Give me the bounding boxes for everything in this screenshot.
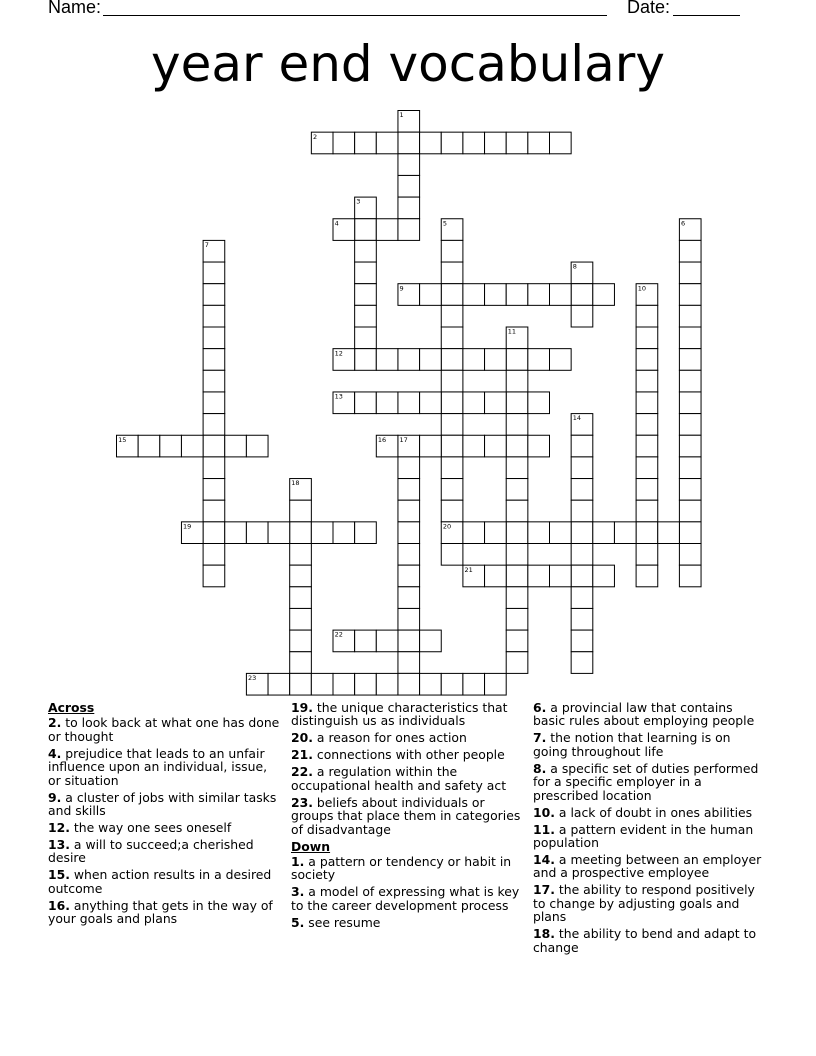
grid-cell[interactable] <box>333 522 355 544</box>
grid-cell[interactable] <box>376 219 398 241</box>
grid-cell[interactable] <box>679 414 701 436</box>
down-clue <box>533 853 765 880</box>
clue-number: 1. <box>291 854 305 870</box>
grid-cell[interactable] <box>528 284 550 306</box>
clue-text: a model of expressing what is key to the career development process <box>291 884 520 913</box>
grid-cell[interactable] <box>398 154 420 176</box>
clue-number: 19. <box>291 700 313 715</box>
grid-cell[interactable] <box>571 479 593 501</box>
grid-cell[interactable] <box>528 522 550 544</box>
grid-cell[interactable] <box>658 522 680 544</box>
grid-cell[interactable] <box>506 414 528 436</box>
cell-number: 20 <box>442 522 452 531</box>
grid-cell[interactable] <box>333 132 355 154</box>
grid-cell[interactable] <box>528 349 550 371</box>
cell-number: 5 <box>442 219 447 228</box>
cell-number: 9 <box>399 284 404 293</box>
grid-cell[interactable] <box>441 305 463 327</box>
grid-cell[interactable] <box>463 435 485 457</box>
clue-text: the ability to bend and adapt to change <box>533 926 757 955</box>
grid-cell[interactable] <box>355 219 377 241</box>
down-clue <box>533 731 765 758</box>
clue-number: 14. <box>533 852 555 868</box>
clue-text: prejudice that leads to an unfair influence upon an individual, issue, or situation <box>48 745 268 788</box>
grid-cell[interactable] <box>441 500 463 522</box>
grid-cell[interactable] <box>355 240 377 262</box>
grid-cell[interactable] <box>550 565 572 587</box>
grid-cell[interactable] <box>355 132 377 154</box>
grid-cell[interactable] <box>506 587 528 609</box>
grid-cell[interactable] <box>203 414 225 436</box>
grid-cell[interactable] <box>290 652 312 674</box>
grid-cell[interactable] <box>420 673 442 695</box>
grid-cell[interactable] <box>679 262 701 284</box>
clue-number: 9. <box>48 789 62 805</box>
grid-cell[interactable] <box>506 500 528 522</box>
grid-cell[interactable] <box>160 435 182 457</box>
grid-cell[interactable] <box>636 479 658 501</box>
down-clue <box>533 823 765 850</box>
grid-cell[interactable] <box>485 565 507 587</box>
cell-number: 17 <box>399 435 408 444</box>
cell-number: 15 <box>118 435 127 444</box>
page-title: year end vocabulary <box>151 35 665 93</box>
grid-cell[interactable] <box>398 175 420 197</box>
grid-cell[interactable] <box>679 457 701 479</box>
grid-cell[interactable] <box>203 284 225 306</box>
cell-number: 2 <box>312 132 318 141</box>
grid-cell[interactable] <box>679 565 701 587</box>
grid-cell[interactable] <box>203 435 225 457</box>
down-clue <box>533 883 765 923</box>
cell-number: 22 <box>334 630 343 639</box>
grid-cell[interactable] <box>463 522 485 544</box>
grid-cell[interactable] <box>636 349 658 371</box>
cell-number: 4 <box>334 219 339 228</box>
clue-text: a meeting between an employer and a prospective employee <box>533 852 762 881</box>
clue-number: 16. <box>48 897 70 913</box>
grid-cell[interactable] <box>441 435 463 457</box>
grid-cell[interactable] <box>420 435 442 457</box>
clue-number: 3. <box>291 884 305 900</box>
cell-number: 7 <box>204 241 209 249</box>
clue-number: 7. <box>533 730 547 746</box>
grid-cell[interactable] <box>506 565 528 587</box>
grid-cell[interactable] <box>290 673 312 695</box>
grid-cell[interactable] <box>398 587 420 609</box>
grid-cell[interactable] <box>441 457 463 479</box>
across-clue <box>291 765 523 792</box>
cell-number: 14 <box>572 414 582 423</box>
grid-cell[interactable] <box>203 544 225 566</box>
grid-cell[interactable] <box>398 652 420 674</box>
grid-cell[interactable] <box>355 522 377 544</box>
grid-cell[interactable] <box>550 522 572 544</box>
grid-cell[interactable] <box>398 630 420 652</box>
grid-cell[interactable] <box>398 457 420 479</box>
clues-column-2 <box>291 701 523 933</box>
clue-text: a cluster of jobs with similar tasks and skills <box>48 789 277 819</box>
grid-cell[interactable] <box>485 284 507 306</box>
grid-cell[interactable] <box>311 522 333 544</box>
grid-cell[interactable] <box>203 370 225 392</box>
grid-cell[interactable] <box>485 435 507 457</box>
grid-cell[interactable] <box>398 500 420 522</box>
grid-cell[interactable] <box>679 349 701 371</box>
grid-cell[interactable] <box>398 479 420 501</box>
grid-cell[interactable] <box>636 414 658 436</box>
grid-cell[interactable] <box>376 630 398 652</box>
clue-text: a will to succeed;a cherished desire <box>48 837 254 866</box>
grid-cell[interactable] <box>506 457 528 479</box>
grid-cell[interactable] <box>181 435 203 457</box>
grid-cell[interactable] <box>355 327 377 349</box>
grid-cell[interactable] <box>441 479 463 501</box>
grid-cell[interactable] <box>290 630 312 652</box>
grid-cell[interactable] <box>398 673 420 695</box>
cell-number: 19 <box>183 522 192 531</box>
grid-cell[interactable] <box>268 522 290 544</box>
cell-number: 6 <box>681 219 686 228</box>
grid-cell[interactable] <box>420 132 442 154</box>
grid-cell[interactable] <box>225 522 247 544</box>
clue-text: when action results in a desired outcome <box>48 867 272 896</box>
grid-cell[interactable] <box>506 630 528 652</box>
across-clue <box>48 747 280 787</box>
down-clue <box>291 916 523 929</box>
grid-cell[interactable] <box>333 673 355 695</box>
grid-cell[interactable] <box>463 392 485 414</box>
grid-cell[interactable] <box>679 544 701 566</box>
grid-cell[interactable] <box>571 652 593 674</box>
grid-cell[interactable] <box>571 284 593 306</box>
grid-cell[interactable] <box>571 522 593 544</box>
grid-cell[interactable] <box>398 132 420 154</box>
grid-cell[interactable] <box>636 370 658 392</box>
grid-cell[interactable] <box>679 370 701 392</box>
clue-number: 5. <box>291 914 305 930</box>
across-clue <box>48 868 280 895</box>
grid-cell[interactable] <box>225 435 247 457</box>
across-clue <box>48 716 280 743</box>
cell-number: 16 <box>377 435 387 444</box>
clue-text: a pattern evident in the human population <box>533 821 754 851</box>
grid-cell[interactable] <box>614 522 636 544</box>
cell-number: 12 <box>334 349 343 358</box>
clue-number: 23. <box>291 794 313 810</box>
grid-cell[interactable] <box>463 673 485 695</box>
across-clues-column <box>48 701 280 929</box>
down-heading: Down <box>291 838 331 854</box>
grid-cell[interactable] <box>441 370 463 392</box>
grid-cell[interactable] <box>571 500 593 522</box>
grid-cell[interactable] <box>636 565 658 587</box>
clue-text: to look back at what one has done or thought <box>48 715 280 744</box>
across-clue <box>291 748 523 761</box>
grid-cell[interactable] <box>441 349 463 371</box>
clue-number: 11. <box>533 821 555 837</box>
cell-number: 1 <box>399 111 404 120</box>
grid-cell[interactable] <box>203 305 225 327</box>
grid-cell[interactable] <box>550 132 572 154</box>
grid-cell[interactable] <box>203 262 225 284</box>
cell-number: 21 <box>464 565 473 574</box>
clue-number: 13. <box>48 837 70 853</box>
grid-cell[interactable] <box>636 500 658 522</box>
down-clues-column <box>533 701 765 958</box>
grid-cell[interactable] <box>376 673 398 695</box>
grid-cell[interactable] <box>203 522 225 544</box>
grid-cell[interactable] <box>571 587 593 609</box>
grid-cell[interactable] <box>463 349 485 371</box>
clue-number: 21. <box>291 747 313 763</box>
grid-cell[interactable] <box>398 219 420 241</box>
grid-cell[interactable] <box>593 284 615 306</box>
clue-number: 20. <box>291 730 313 746</box>
grid-cell[interactable] <box>528 565 550 587</box>
grid-cell[interactable] <box>463 132 485 154</box>
grid-cell[interactable] <box>138 435 160 457</box>
grid-cell[interactable] <box>355 305 377 327</box>
clue-text: a specific set of duties performed for a specific employer in a prescribed location <box>533 760 759 803</box>
grid-cell[interactable] <box>203 500 225 522</box>
grid-cell[interactable] <box>506 652 528 674</box>
grid-cell[interactable] <box>463 284 485 306</box>
across-clue <box>291 796 523 836</box>
grid-cell[interactable] <box>571 544 593 566</box>
clue-text: the unique characteristics that distinguish us as individuals <box>291 700 508 729</box>
grid-cell[interactable] <box>571 457 593 479</box>
grid-cell[interactable] <box>679 479 701 501</box>
clue-text: the way one sees oneself <box>73 820 232 836</box>
clue-text: a reason for ones action <box>316 730 467 746</box>
clue-text: the ability to respond positively to change by adjusting goals and plans <box>533 882 755 925</box>
grid-cell[interactable] <box>441 262 463 284</box>
grid-cell[interactable] <box>636 327 658 349</box>
grid-cell[interactable] <box>203 565 225 587</box>
grid-cell[interactable] <box>376 349 398 371</box>
grid-cell[interactable] <box>398 544 420 566</box>
grid-cell[interactable] <box>290 544 312 566</box>
grid-cell[interactable] <box>290 500 312 522</box>
clue-text: see resume <box>308 914 381 930</box>
grid-cell[interactable] <box>441 284 463 306</box>
clue-text: a regulation within the occupational health and safety act <box>291 764 507 793</box>
grid-cell[interactable] <box>485 522 507 544</box>
grid-cell[interactable] <box>571 565 593 587</box>
clue-text: connections with other people <box>316 747 505 763</box>
grid-cell[interactable] <box>441 673 463 695</box>
grid-cell[interactable] <box>550 349 572 371</box>
across-heading: Across <box>48 700 95 715</box>
grid-cell[interactable] <box>485 132 507 154</box>
cell-number: 11 <box>507 327 517 336</box>
grid-cell[interactable] <box>398 392 420 414</box>
grid-cell[interactable] <box>506 608 528 630</box>
grid-cell[interactable] <box>485 673 507 695</box>
grid-cell[interactable] <box>636 457 658 479</box>
down-clue <box>533 927 765 954</box>
clue-number: 8. <box>533 760 547 776</box>
cell-number: 3 <box>356 197 361 206</box>
grid-cell[interactable] <box>528 392 550 414</box>
grid-cell[interactable] <box>398 522 420 544</box>
clue-number: 18. <box>533 926 555 942</box>
clue-number: 2. <box>48 715 62 731</box>
grid-cell[interactable] <box>485 392 507 414</box>
grid-cell[interactable] <box>376 392 398 414</box>
cell-number: 13 <box>334 392 343 401</box>
grid-cell[interactable] <box>290 608 312 630</box>
grid-cell[interactable] <box>506 544 528 566</box>
grid-cell[interactable] <box>679 327 701 349</box>
across-clue <box>48 838 280 865</box>
grid-cell[interactable] <box>636 435 658 457</box>
grid-cell[interactable] <box>376 132 398 154</box>
grid-cell[interactable] <box>355 392 377 414</box>
name-label: Name: <box>48 0 102 17</box>
grid-cell[interactable] <box>679 435 701 457</box>
grid-cell[interactable] <box>311 673 333 695</box>
down-clue <box>533 701 765 728</box>
grid-cell[interactable] <box>636 305 658 327</box>
down-clue <box>291 885 523 912</box>
grid-cell[interactable] <box>528 435 550 457</box>
across-clue <box>291 701 523 728</box>
grid-cell[interactable] <box>355 349 377 371</box>
clue-number: 10. <box>533 804 555 820</box>
grid-cell[interactable] <box>506 349 528 371</box>
grid-cell[interactable] <box>290 522 312 544</box>
grid-cell[interactable] <box>679 522 701 544</box>
grid-cell[interactable] <box>355 284 377 306</box>
grid-cell[interactable] <box>571 608 593 630</box>
clue-number: 6. <box>533 700 547 715</box>
clue-number: 4. <box>48 745 62 761</box>
grid-cell[interactable] <box>290 587 312 609</box>
grid-cell[interactable] <box>679 240 701 262</box>
grid-cell[interactable] <box>203 479 225 501</box>
date-label: Date: <box>627 0 671 17</box>
grid-cell[interactable] <box>420 349 442 371</box>
across-clue <box>48 821 280 834</box>
grid-cell[interactable] <box>203 327 225 349</box>
clue-number: 17. <box>533 882 555 898</box>
grid-cell[interactable] <box>441 240 463 262</box>
grid-cell[interactable] <box>420 392 442 414</box>
grid-cell[interactable] <box>506 522 528 544</box>
clue-text: a lack of doubt in ones abilities <box>558 804 753 820</box>
grid-cell[interactable] <box>246 522 268 544</box>
grid-cell[interactable] <box>441 327 463 349</box>
cell-number: 23 <box>248 674 257 682</box>
grid-cell[interactable] <box>355 673 377 695</box>
across-clue <box>291 731 523 744</box>
across-clue <box>48 791 280 818</box>
grid-cell[interactable] <box>571 305 593 327</box>
grid-cell[interactable] <box>506 370 528 392</box>
grid-cell[interactable] <box>441 132 463 154</box>
grid-cell[interactable] <box>571 435 593 457</box>
grid-cell[interactable] <box>593 522 615 544</box>
clue-text: anything that gets in the way of your goals and plans <box>48 897 273 927</box>
clue-text: beliefs about individuals or groups that place them in categories of disadvantage <box>291 794 521 837</box>
clue-number: 15. <box>48 867 70 883</box>
grid-cell[interactable] <box>506 479 528 501</box>
down-clue <box>533 806 765 819</box>
grid-cell[interactable] <box>398 565 420 587</box>
grid-cell[interactable] <box>246 435 268 457</box>
grid-cell[interactable] <box>636 522 658 544</box>
grid-cell[interactable] <box>441 544 463 566</box>
grid-cell[interactable] <box>506 284 528 306</box>
grid-cell[interactable] <box>636 544 658 566</box>
grid-cell[interactable] <box>441 414 463 436</box>
grid-cell[interactable] <box>528 132 550 154</box>
grid-cell[interactable] <box>203 349 225 371</box>
grid-cell[interactable] <box>420 630 442 652</box>
clue-number: 22. <box>291 764 313 780</box>
cell-number: 10 <box>637 284 646 293</box>
down-clue <box>533 762 765 802</box>
clue-text: the notion that learning is on going throughout life <box>533 730 731 759</box>
grid-cell[interactable] <box>506 392 528 414</box>
across-clue <box>48 899 280 926</box>
grid-cell[interactable] <box>679 500 701 522</box>
grid-cell[interactable] <box>593 565 615 587</box>
grid-cell[interactable] <box>290 565 312 587</box>
grid-cell[interactable] <box>485 349 507 371</box>
grid-cell[interactable] <box>679 284 701 306</box>
cell-number: 18 <box>291 479 300 488</box>
clue-text: a pattern or tendency or habit in society <box>291 854 512 883</box>
grid-cell[interactable] <box>679 392 701 414</box>
grid-cell[interactable] <box>420 284 442 306</box>
grid-cell[interactable] <box>550 284 572 306</box>
grid-cell[interactable] <box>203 457 225 479</box>
grid-cell[interactable] <box>679 305 701 327</box>
grid-cell[interactable] <box>636 392 658 414</box>
grid-cell[interactable] <box>398 349 420 371</box>
grid-cell[interactable] <box>398 197 420 219</box>
grid-cell[interactable] <box>398 608 420 630</box>
grid-cell[interactable] <box>571 630 593 652</box>
cell-number: 8 <box>572 262 577 271</box>
down-clue <box>291 855 523 882</box>
clue-text: a provincial law that contains basic rules about employing people <box>533 700 755 729</box>
grid-cell[interactable] <box>506 132 528 154</box>
grid-cell[interactable] <box>203 392 225 414</box>
grid-cell[interactable] <box>441 392 463 414</box>
grid-cell[interactable] <box>506 435 528 457</box>
clue-number: 12. <box>48 820 70 836</box>
grid-cell[interactable] <box>268 673 290 695</box>
grid-cell[interactable] <box>355 630 377 652</box>
grid-cell[interactable] <box>355 262 377 284</box>
